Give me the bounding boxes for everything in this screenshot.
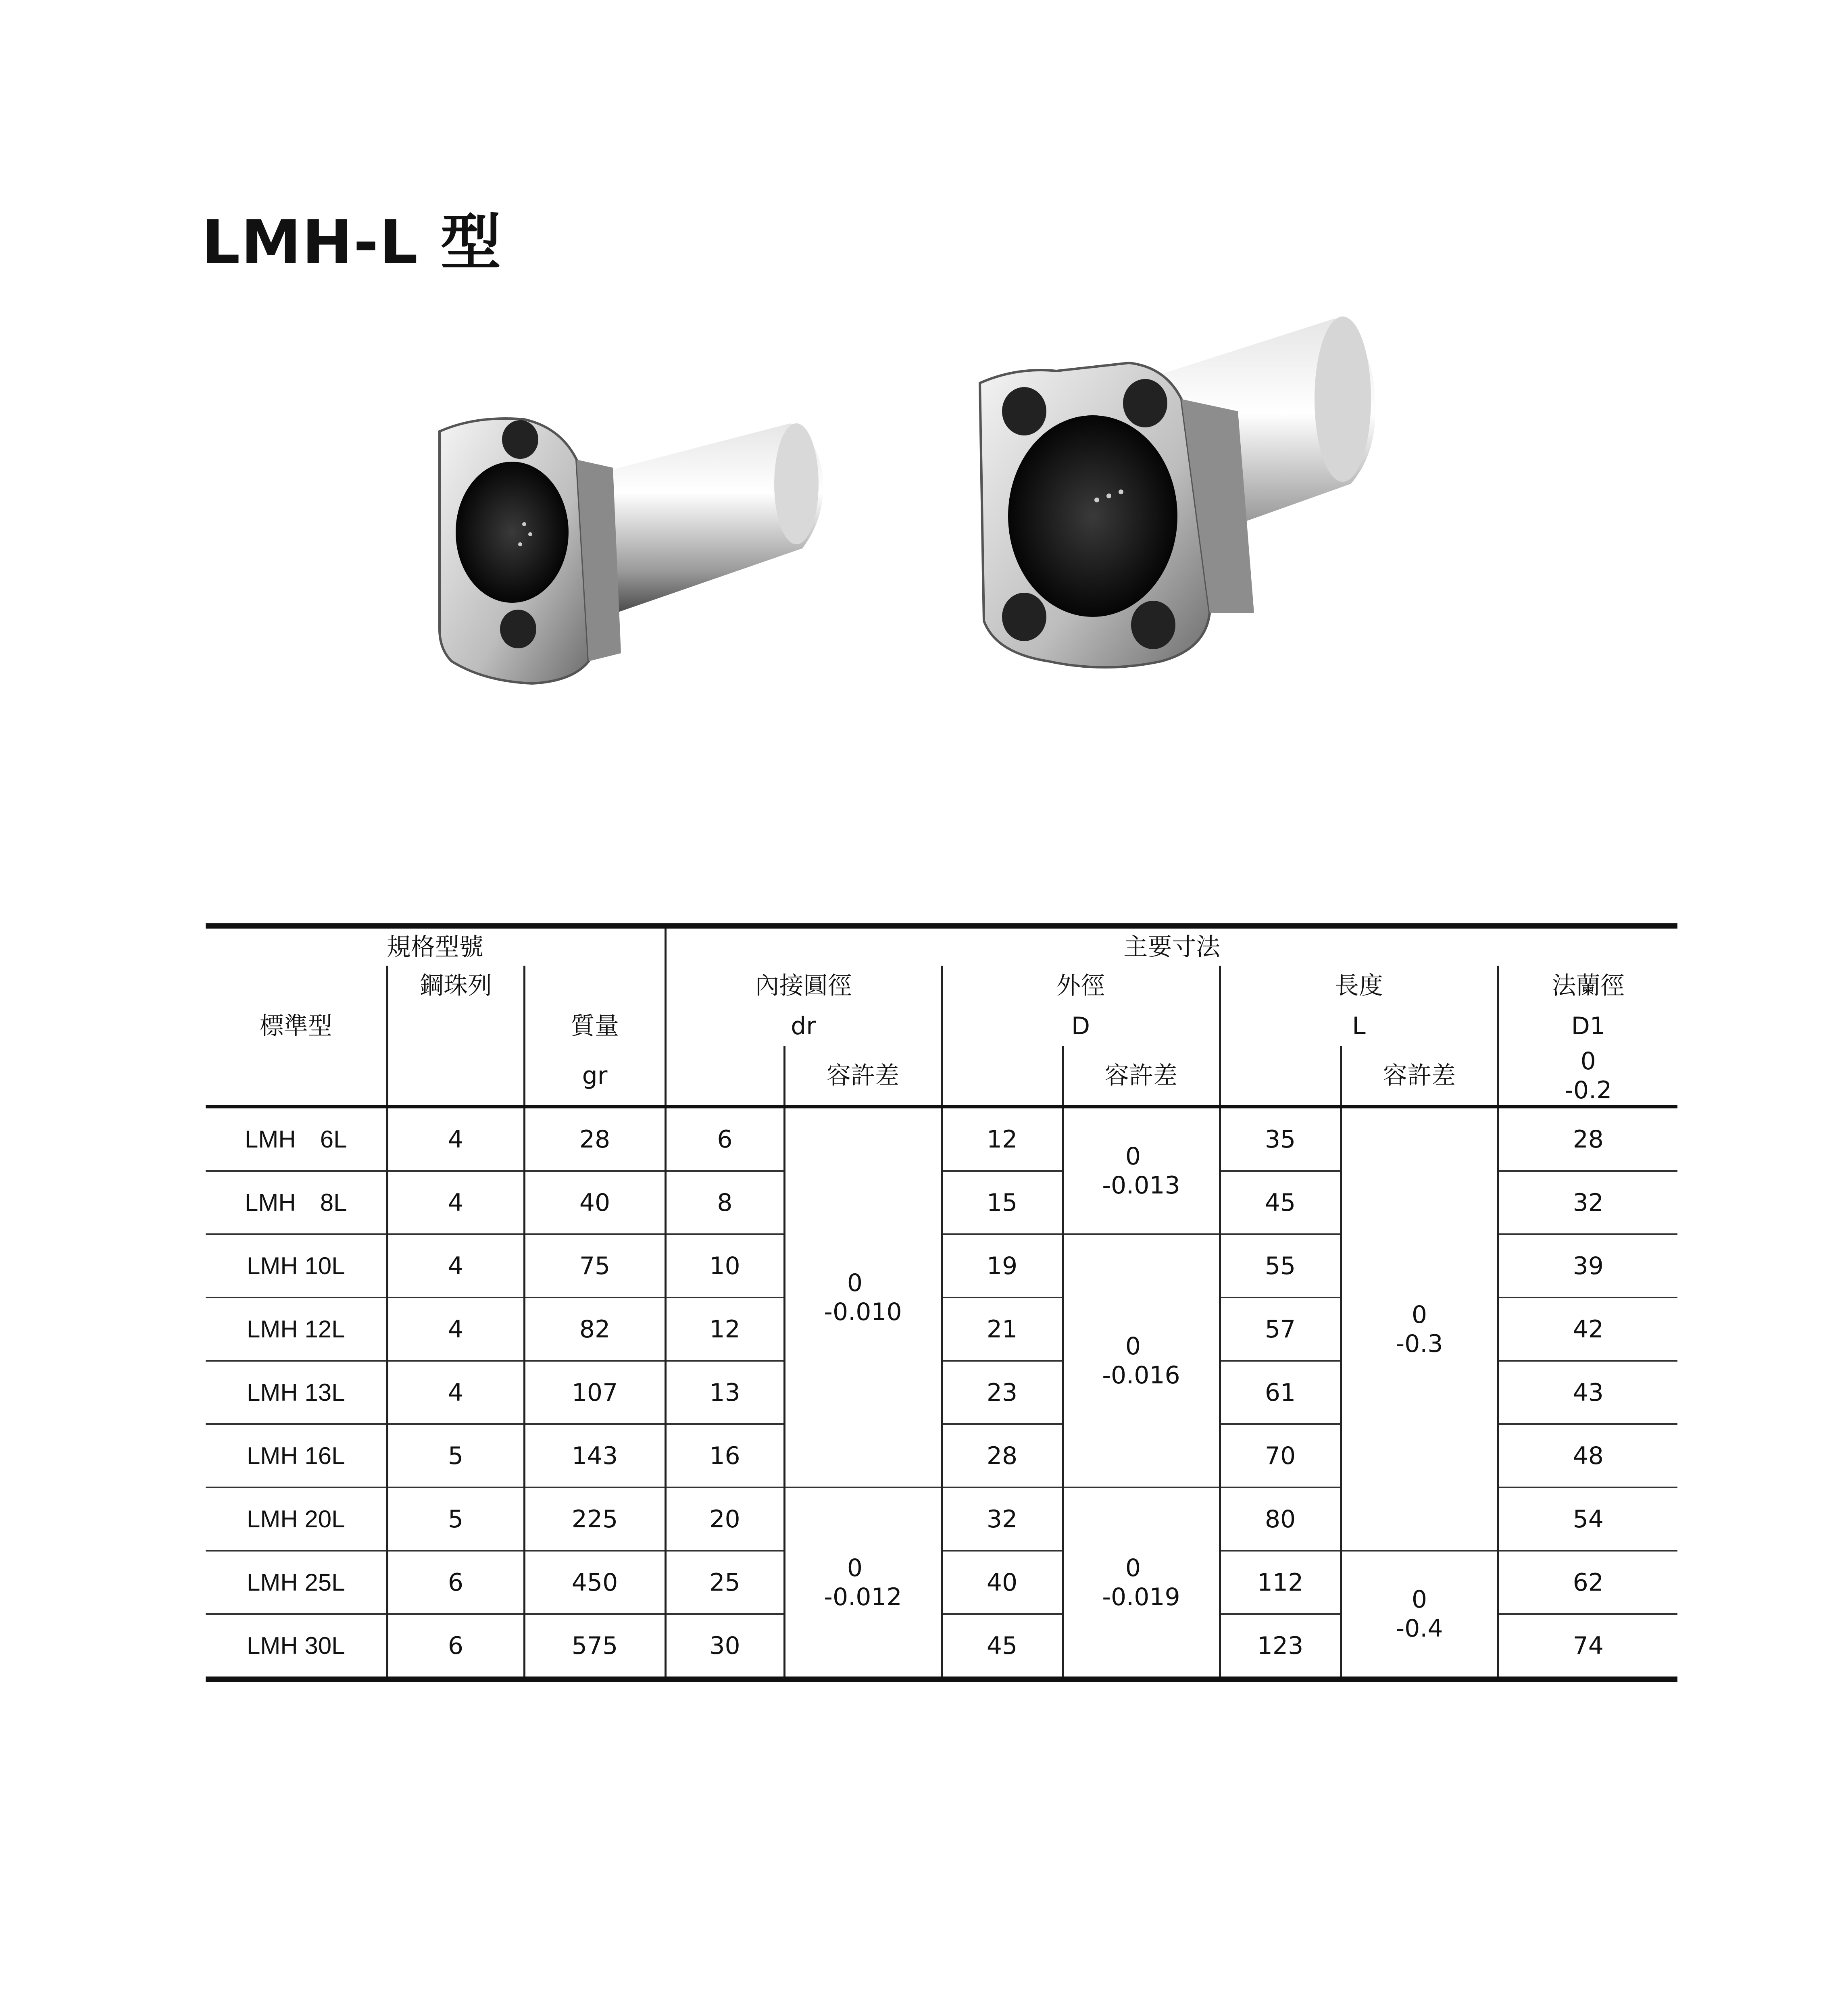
dr-cell: 6 (665, 1107, 784, 1171)
length-cell: 123 (1220, 1614, 1341, 1679)
dr-cell: 13 (665, 1361, 784, 1424)
spec-table (206, 923, 1677, 1682)
od-cell: 21 (942, 1297, 1063, 1361)
od-cell: 45 (942, 1614, 1063, 1679)
od-cell: 23 (942, 1361, 1063, 1424)
od-cell: 12 (942, 1107, 1063, 1171)
balls-cell: 4 (387, 1107, 524, 1171)
mass-unit: gr (524, 1046, 665, 1107)
dr-tolerance-cell (784, 1107, 942, 1488)
length-tolerance-header: 容許差 (1341, 1046, 1498, 1107)
flange-cell: 32 (1498, 1171, 1677, 1234)
mass-cell: 143 (524, 1424, 665, 1487)
flange-cell: 48 (1498, 1424, 1677, 1487)
flange-cell: 43 (1498, 1361, 1677, 1424)
length-symbol: L (1220, 1006, 1498, 1046)
dr-tolerance-cell (784, 1487, 942, 1679)
model-cell: LMH 16L (206, 1424, 387, 1487)
length-cell: 70 (1220, 1424, 1341, 1487)
flange-cell: 74 (1498, 1614, 1677, 1679)
tolerance-upper: 0 (1125, 1554, 1141, 1582)
od-cell: 32 (942, 1487, 1063, 1551)
od-tolerance-cell (1063, 1487, 1220, 1679)
flange-cell: 39 (1498, 1234, 1677, 1297)
od-header: 外徑 (942, 966, 1220, 1006)
length-header: 長度 (1220, 966, 1498, 1006)
tolerance-upper: 0 (1411, 1585, 1427, 1614)
tolerance-lower: -0.016 (1102, 1361, 1180, 1389)
tolerance-upper: 0 (1125, 1332, 1141, 1360)
mass-cell: 450 (524, 1551, 665, 1614)
tolerance-upper: 0 (1125, 1142, 1141, 1170)
dr-cell: 16 (665, 1424, 784, 1487)
tolerance-lower: -0.019 (1102, 1583, 1180, 1611)
dr-cell: 12 (665, 1297, 784, 1361)
model-cell: LMH 6L (206, 1107, 387, 1171)
model-cell: LMH 30L (206, 1614, 387, 1679)
dr-tolerance-header: 容許差 (784, 1046, 942, 1107)
tolerance-upper: 0 (847, 1269, 863, 1297)
tolerance-upper: 0 (847, 1554, 863, 1582)
balls-header: 鋼珠列 (387, 966, 524, 1006)
length-cell: 45 (1220, 1171, 1341, 1234)
model-cell: LMH 8L (206, 1171, 387, 1234)
tolerance-lower: -0.013 (1102, 1171, 1180, 1200)
table-row (206, 1551, 1677, 1614)
od-tolerance-header: 容許差 (1063, 1046, 1220, 1107)
od-symbol: D (942, 1006, 1220, 1046)
small-bushing-icon (440, 419, 823, 683)
length-tolerance-cell (1341, 1551, 1498, 1679)
balls-cell: 4 (387, 1361, 524, 1424)
page-title: LMH-L 型 (202, 208, 502, 278)
balls-cell: 5 (387, 1487, 524, 1551)
mass-cell: 82 (524, 1297, 665, 1361)
flange-header: 法蘭徑 (1498, 966, 1677, 1006)
tolerance-lower: -0.3 (1396, 1329, 1443, 1358)
balls-cell: 6 (387, 1614, 524, 1679)
mass-cell: 225 (524, 1487, 665, 1551)
flange-cell: 28 (1498, 1107, 1677, 1171)
model-cell: LMH 20L (206, 1487, 387, 1551)
mass-cell: 575 (524, 1614, 665, 1679)
dr-header: 內接圓徑 (665, 966, 942, 1006)
flange-symbol: D1 (1498, 1006, 1677, 1046)
balls-cell: 4 (387, 1171, 524, 1234)
flange-tolerance-lower: -0.2 (1565, 1076, 1612, 1104)
dr-cell: 10 (665, 1234, 784, 1297)
balls-cell: 4 (387, 1297, 524, 1361)
length-cell: 57 (1220, 1297, 1341, 1361)
flanged-linear-bushing-photo (403, 306, 1492, 831)
large-bushing-icon (980, 317, 1375, 667)
od-cell: 40 (942, 1551, 1063, 1614)
model-cell: LMH 25L (206, 1551, 387, 1614)
od-tolerance-cell (1063, 1107, 1220, 1235)
mass-header: 質量 (524, 1006, 665, 1046)
od-tolerance-cell (1063, 1234, 1220, 1487)
tolerance-lower: -0.4 (1396, 1614, 1443, 1643)
mass-cell: 28 (524, 1107, 665, 1171)
flange-tolerance (1498, 1046, 1677, 1107)
length-cell: 61 (1220, 1361, 1341, 1424)
tolerance-lower: -0.012 (824, 1583, 902, 1611)
od-cell: 15 (942, 1171, 1063, 1234)
table-row (206, 1107, 1677, 1171)
model-cell: LMH 13L (206, 1361, 387, 1424)
dr-cell: 8 (665, 1171, 784, 1234)
balls-cell: 4 (387, 1234, 524, 1297)
mass-cell: 75 (524, 1234, 665, 1297)
length-cell: 80 (1220, 1487, 1341, 1551)
length-cell: 35 (1220, 1107, 1341, 1171)
dr-symbol: dr (665, 1006, 942, 1046)
od-cell: 28 (942, 1424, 1063, 1487)
mass-cell: 40 (524, 1171, 665, 1234)
model-cell: LMH 10L (206, 1234, 387, 1297)
dr-cell: 25 (665, 1551, 784, 1614)
balls-cell: 5 (387, 1424, 524, 1487)
dr-cell: 20 (665, 1487, 784, 1551)
flange-cell: 54 (1498, 1487, 1677, 1551)
dims-group-header: 主要寸法 (665, 926, 1677, 966)
model-cell: LMH 12L (206, 1297, 387, 1361)
length-tolerance-cell (1341, 1107, 1498, 1551)
length-cell: 55 (1220, 1234, 1341, 1297)
tolerance-upper: 0 (1411, 1300, 1427, 1329)
flange-tolerance-upper: 0 (1580, 1047, 1596, 1075)
length-cell: 112 (1220, 1551, 1341, 1614)
mass-cell: 107 (524, 1361, 665, 1424)
dr-cell: 30 (665, 1614, 784, 1679)
balls-cell: 6 (387, 1551, 524, 1614)
standard-header: 標準型 (259, 1012, 332, 1040)
od-cell: 19 (942, 1234, 1063, 1297)
tolerance-lower: -0.010 (824, 1298, 902, 1326)
flange-cell: 62 (1498, 1551, 1677, 1614)
flange-cell: 42 (1498, 1297, 1677, 1361)
spec-group-header: 規格型號 (386, 933, 483, 961)
